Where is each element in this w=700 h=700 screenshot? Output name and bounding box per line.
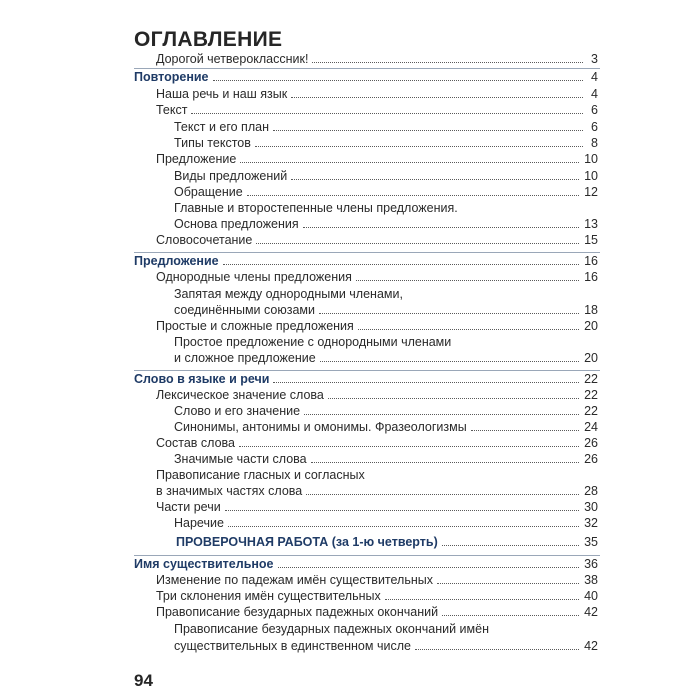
- toc-entry: [156, 231, 598, 247]
- toc-entry-page: 16: [584, 254, 598, 268]
- toc-entry-title: Имя существительное: [134, 557, 274, 571]
- toc-entry-title: Значимые части слова: [174, 452, 307, 466]
- section-divider: [134, 555, 600, 556]
- toc-entry-title: Дорогой четвероклассник!: [156, 52, 309, 66]
- toc-entry: [156, 386, 598, 402]
- toc-entry-title: ПРОВЕРОЧНАЯ РАБОТА (за 1-ю четверть): [176, 535, 438, 549]
- toc-entry-page: 6: [591, 120, 598, 134]
- toc-entry-title: Лексическое значение слова: [156, 388, 324, 402]
- toc-entry: [174, 301, 598, 317]
- toc-entry: [174, 402, 598, 418]
- toc-entry-page: 32: [584, 516, 598, 530]
- toc-leader-dots: [255, 146, 583, 147]
- toc-entry-page: 22: [584, 372, 598, 386]
- toc-entry-title: Слово и его значение: [174, 404, 301, 418]
- toc-entry-title: Основа предложения: [174, 217, 299, 231]
- toc-entry-title: Синонимы, антонимы и омонимы. Фразеологизмы: [174, 420, 467, 434]
- toc-leader-dots: [278, 567, 580, 568]
- toc-leader-dots: [291, 97, 583, 98]
- toc-entry-page: 15: [584, 233, 598, 247]
- toc-leader-dots: [385, 599, 579, 600]
- toc-leader-dots: [304, 414, 579, 415]
- toc-entry-page: 6: [591, 103, 598, 117]
- toc-entry-page: 10: [584, 169, 598, 183]
- toc-leader-dots: [303, 227, 579, 228]
- toc-entry-page: 20: [584, 319, 598, 333]
- toc-leader-dots: [442, 545, 579, 546]
- toc-entry: [156, 434, 598, 450]
- toc-entry-page: 40: [584, 589, 598, 603]
- toc-leader-dots: [356, 280, 579, 281]
- toc-entry-title: существительных в единственном числе: [174, 639, 411, 653]
- toc-entry: [176, 533, 598, 549]
- toc-entry: [174, 349, 598, 365]
- toc-entry: [156, 268, 598, 284]
- toc-entry: [156, 587, 598, 603]
- toc-entry-title: Наша речь и наш язык: [156, 87, 288, 101]
- toc-entry-title: Наречие: [174, 516, 224, 530]
- toc-entry-title: Части речи: [156, 500, 221, 514]
- toc-entry-page: 8: [591, 136, 598, 150]
- toc-entry-page: 20: [584, 351, 598, 365]
- page-number: 94: [134, 671, 153, 690]
- toc-entry: [174, 118, 598, 134]
- toc-entry: [156, 482, 598, 498]
- toc-entry: [156, 466, 365, 482]
- toc-leader-dots: [358, 329, 579, 330]
- toc-entry-title: Повторение: [134, 70, 209, 84]
- toc-leader-dots: [328, 398, 579, 399]
- toc-entry-title: Запятая между однородными членами,: [174, 287, 403, 301]
- toc-entry: [174, 637, 598, 653]
- toc-entry: [156, 317, 598, 333]
- toc-entry-page: 18: [584, 303, 598, 317]
- toc-leader-dots: [273, 382, 579, 383]
- toc-leader-dots: [471, 430, 579, 431]
- toc-entry-title: Текст: [156, 103, 188, 117]
- toc-leader-dots: [239, 446, 579, 447]
- section-divider: [134, 252, 600, 253]
- toc-leader-dots: [415, 649, 579, 650]
- toc-entry-title: в значимых частях слова: [156, 484, 303, 498]
- toc-entry-page: 26: [584, 436, 598, 450]
- toc-entry-page: 10: [584, 152, 598, 166]
- toc-entry-page: 22: [584, 388, 598, 402]
- toc-entry-title: Текст и его план: [174, 120, 269, 134]
- toc-entry: [156, 603, 598, 619]
- section-divider: [134, 68, 600, 69]
- toc-entry-page: 4: [591, 70, 598, 84]
- toc-entry: [174, 199, 458, 215]
- toc-entry-page: 4: [591, 87, 598, 101]
- toc-leader-dots: [247, 195, 579, 196]
- toc-leader-dots: [191, 113, 583, 114]
- toc-entry-title: и сложное предложение: [174, 351, 316, 365]
- toc-entry-page: 26: [584, 452, 598, 466]
- toc-entry: [174, 450, 598, 466]
- toc-entry-title: Правописание безударных падежных окончаний: [156, 605, 439, 619]
- toc-leader-dots: [213, 80, 583, 81]
- toc-entry-title: Состав слова: [156, 436, 235, 450]
- toc-entry-title: соединёнными союзами: [174, 303, 315, 317]
- section-divider: [134, 370, 600, 371]
- toc-entry: [134, 68, 598, 84]
- toc-entry: [134, 370, 598, 386]
- toc-entry: [174, 418, 598, 434]
- toc-entry-title: Виды предложений: [174, 169, 288, 183]
- toc-entry: [174, 215, 598, 231]
- toc-entry-page: 36: [584, 557, 598, 571]
- toc-entry-page: 12: [584, 185, 598, 199]
- toc-leader-dots: [291, 179, 579, 180]
- page-title: ОГЛАВЛЕНИЕ: [134, 28, 283, 51]
- toc-leader-dots: [320, 361, 579, 362]
- toc-entry-title: Слово в языке и речи: [134, 372, 270, 386]
- toc-leader-dots: [319, 313, 579, 314]
- toc-entry-page: 30: [584, 500, 598, 514]
- toc-entry-page: 3: [591, 52, 598, 66]
- toc-entry-page: 42: [584, 639, 598, 653]
- toc-entry-page: 16: [584, 270, 598, 284]
- toc-entry-page: 28: [584, 484, 598, 498]
- toc-entry: [134, 252, 598, 268]
- toc-entry-title: Изменение по падежам имён существительных: [156, 573, 433, 587]
- toc-leader-dots: [273, 130, 583, 131]
- toc-leader-dots: [442, 615, 579, 616]
- toc-entry-title: Правописание безударных падежных окончаний имён: [174, 622, 489, 636]
- toc-entry: [174, 514, 598, 530]
- toc-entry: [134, 555, 598, 571]
- toc-leader-dots: [311, 462, 579, 463]
- toc-entry: [174, 333, 451, 349]
- toc-entry-page: 24: [584, 420, 598, 434]
- toc-leader-dots: [256, 243, 579, 244]
- toc-entry-page: 22: [584, 404, 598, 418]
- toc-entry-page: 42: [584, 605, 598, 619]
- toc-entry: [156, 85, 598, 101]
- toc-entry-title: Предложение: [134, 254, 219, 268]
- toc-entry: [156, 50, 598, 66]
- toc-entry-page: 13: [584, 217, 598, 231]
- toc-entry: [156, 101, 598, 117]
- toc-leader-dots: [223, 264, 580, 265]
- toc-leader-dots: [312, 62, 583, 63]
- toc-leader-dots: [437, 583, 579, 584]
- toc-entry-title: Простые и сложные предложения: [156, 319, 354, 333]
- toc-entry: [156, 150, 598, 166]
- toc-entry: [156, 498, 598, 514]
- toc-entry-title: Словосочетание: [156, 233, 253, 247]
- toc-entry-title: Типы текстов: [174, 136, 251, 150]
- toc-leader-dots: [240, 162, 579, 163]
- toc-entry-title: Правописание гласных и согласных: [156, 468, 365, 482]
- toc-entry: [174, 134, 598, 150]
- toc-entry: [174, 620, 489, 636]
- toc-entry-title: Обращение: [174, 185, 243, 199]
- toc-leader-dots: [306, 494, 579, 495]
- toc-entry: [174, 167, 598, 183]
- toc-entry-page: 35: [584, 535, 598, 549]
- toc-entry-title: Три склонения имён существительных: [156, 589, 381, 603]
- toc-leader-dots: [225, 510, 579, 511]
- toc-entry-page: 38: [584, 573, 598, 587]
- toc-entry: [174, 183, 598, 199]
- toc-entry-title: Главные и второстепенные члены предложения.: [174, 201, 458, 215]
- toc-entry-title: Простое предложение с однородными членами: [174, 335, 452, 349]
- toc-entry-title: Предложение: [156, 152, 237, 166]
- toc-entry: [156, 571, 598, 587]
- toc-entry-title: Однородные члены предложения: [156, 270, 352, 284]
- toc-leader-dots: [228, 526, 579, 527]
- toc-entry: [174, 285, 403, 301]
